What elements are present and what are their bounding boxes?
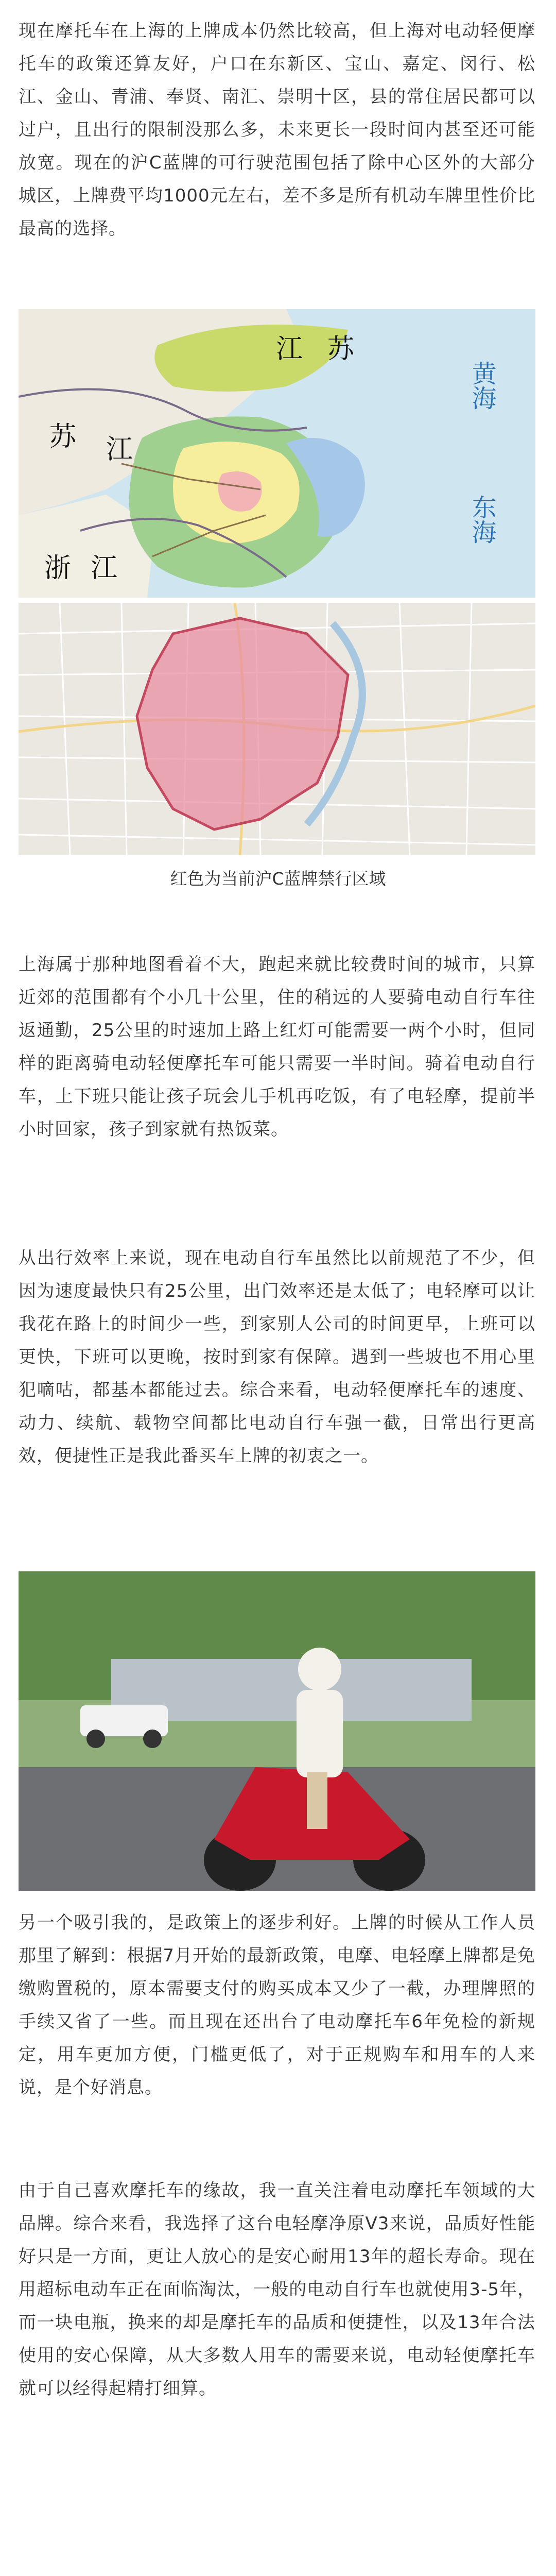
paragraph-efficiency: 从出行效率上来说，现在电动自行车虽然比以前规范了不少，但因为速度最快只有25公里，出门效率还是太低了；电轻摩可以让我花在路上的时间少一些，到家别人公司的时间更早，上班可以更快，下班可以更晚，按时到家有保障。遇到一些坡也不用心里犯嘀咕，都基本都能过去。综合来看，电动轻便摩托车的速度、动力、续航、载物空间都比电动自行车强一截，日常出行更高效，便捷性正是我此番买车上牌的初衷之一。 [19,1248,535,1466]
zone-map-graphic [19,603,535,855]
map-label-su-left: 苏 [49,421,77,452]
paragraph-brand: 由于自己喜欢摩托车的缘故，我一直关注着电动摩托车领域的大品牌。综合来看，我选择了这台电轻摩净原V3来说，品质好性能好只是一方面，更让人放心的是安心耐用13年的超长寿命。现在用超标电动车正在面临淘汰，一般的电动自行车也就使用3-5年，而一块电瓶，换来的却是摩托车的品质和便捷性，以及13年合法使用的安心保障，从大多数人用车的需要来说，电动轻便摩托车就可以经得起精打细算。 [19,2180,535,2399]
map-label-huanghai: 黄海 [467,361,496,410]
scooter-rider-photo [19,1571,535,1891]
map-caption: 红色为当前沪C蓝牌禁行区域 [170,869,386,889]
map-label-donghai: 东海 [467,495,496,544]
region-map-graphic [19,309,535,598]
shanghai-region-map [19,309,535,598]
paragraph-commute: 上海属于那种地图看着不大，跑起来就比较费时间的城市，只算近郊的范围都有个小几十公里，住的稍远的人要骑电动自行车往返通勤，25公里的时速加上路上红灯可能需要一两个小时，但同样的距离骑电动轻便摩托车可能只需要一半时间。骑着电动自行车，上下班只能让孩子玩会儿手机再吃饭，有了电轻摩，提前半小时回家，孩子到家就有热饭菜。 [19,954,535,1140]
paragraph-intro: 现在摩托车在上海的上牌成本仍然比较高，但上海对电动轻便摩托车的政策还算友好，户口在东新区、宝山、嘉定、闵行、松江、金山、青浦、奉贤、南汇、崇明十区，县的常住居民都可以过户，且出行的限制没那么多，未来更长一段时间内甚至还可能放宽。现在的沪C蓝牌的可行驶范围包括了除中心区外的大部分城区，上牌费平均1000元左右，差不多是所有机动车牌里性价比最高的选择。 [19,21,535,239]
scooter-rider-graphic [19,1571,535,1891]
map-label-su-top: 苏 [327,334,355,365]
map-label-zhe: 浙 [44,553,72,584]
map-label-jiang-bottom: 江 [91,553,118,584]
restricted-zone-map [19,603,535,855]
paragraph-policy: 另一个吸引我的，是政策上的逐步利好。上牌的时候从工作人员那里了解到：根据7月开始的最新政策，电摩、电轻摩上牌都是免缴购置税的，原本需要支付的购买成本又少了一截，办理牌照的手续又省了一些。而且现在还出台了电动摩托车6年免检的新规定，用车更加方便，门槛更低了，对于正规购车和用车的人来说，是个好消息。 [19,1912,535,2098]
map-label-jiang-top: 江 [276,334,303,365]
map-label-jiang-left: 江 [106,434,133,465]
